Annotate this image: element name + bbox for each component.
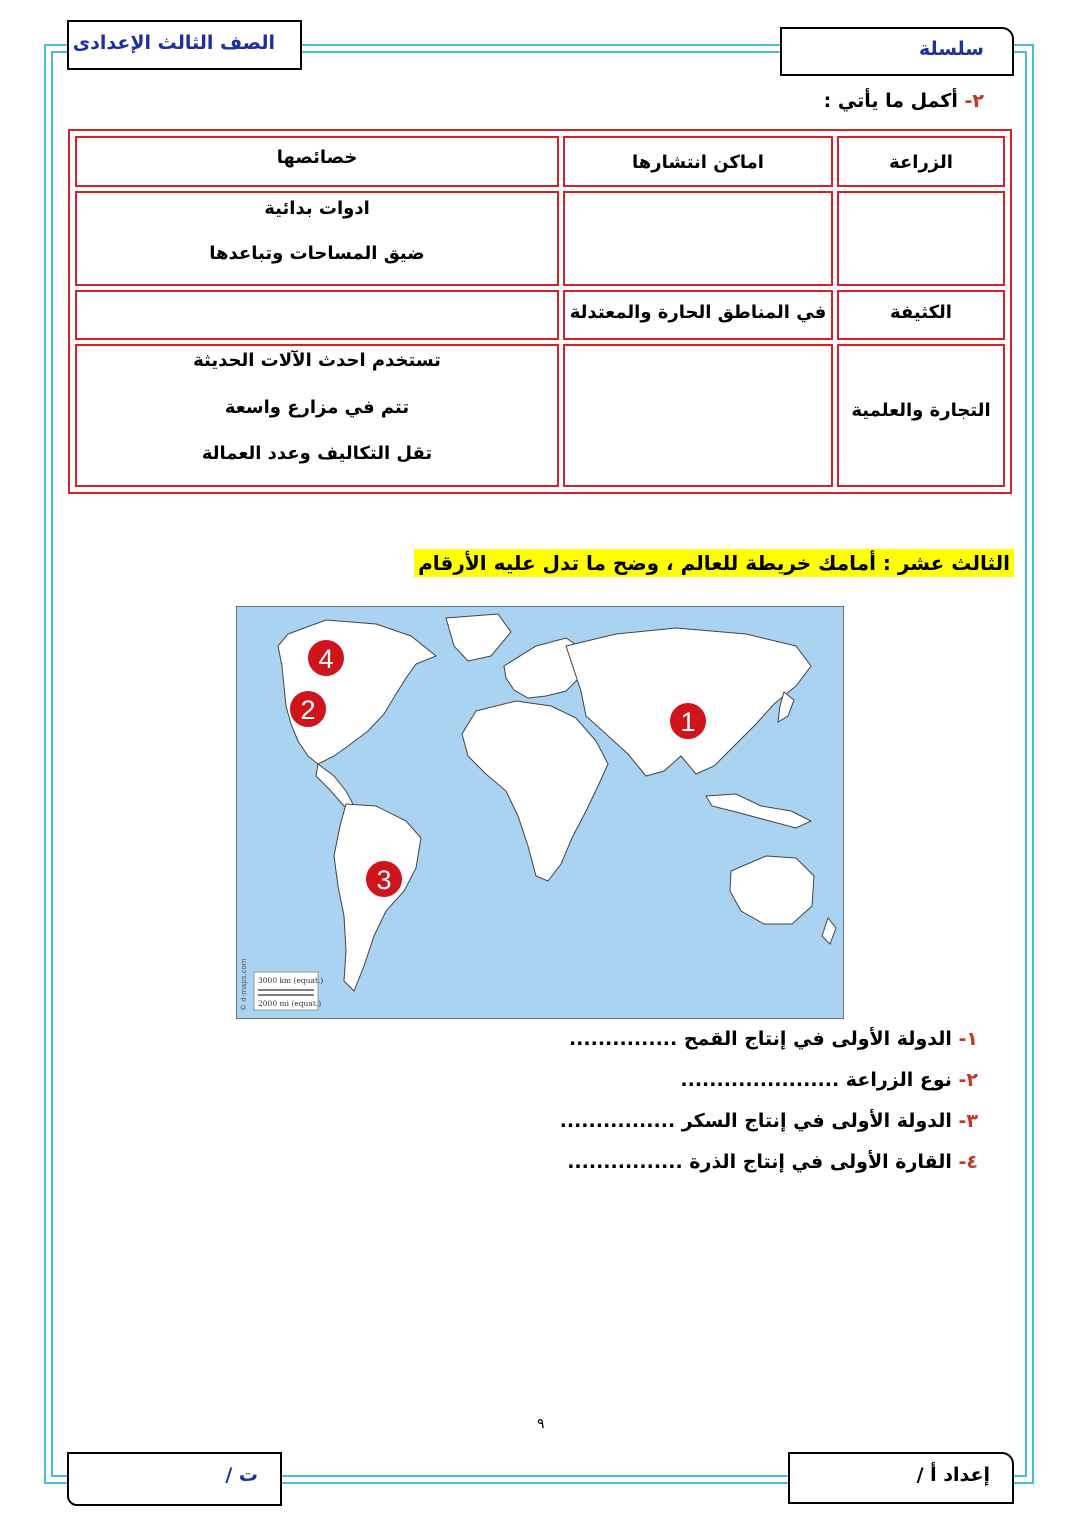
row-3-type-cell <box>837 344 1005 487</box>
header-places-label: اماكن انتشارها <box>632 152 764 173</box>
series-header-box <box>780 27 1014 76</box>
header-type-label: الزراعة <box>889 152 953 173</box>
prepared-by-box[interactable] <box>788 1452 1014 1504</box>
scale-mi-label: 2000 mi (equat.) <box>258 999 322 1008</box>
answer-2-number: ٢- <box>958 1069 978 1091</box>
phone-box[interactable] <box>67 1452 282 1506</box>
marker-2 <box>289 690 327 728</box>
marker-3-label: 3 <box>376 865 392 895</box>
answer-line-3[interactable] <box>560 1110 978 1132</box>
row-3-feature-1: تستخدم احدث الآلات الحديثة <box>193 350 441 371</box>
question-2-number: ٢- <box>964 90 984 112</box>
marker-4 <box>307 639 345 677</box>
marker-1 <box>669 702 707 740</box>
row-1-type-cell[interactable] <box>837 191 1005 286</box>
answer-4-number: ٤- <box>958 1151 978 1173</box>
answer-line-2[interactable] <box>680 1069 978 1091</box>
answer-line-1[interactable] <box>569 1028 978 1050</box>
world-map <box>236 606 844 1019</box>
prepared-by-label: إعداد أ / <box>916 1464 990 1486</box>
header-cell-type <box>837 136 1005 187</box>
series-label: سلسلة <box>918 38 984 60</box>
grade-label: الصف الثالث الإعدادى <box>72 32 275 54</box>
row-1-places-cell[interactable] <box>563 191 833 286</box>
row-3-features-cell <box>75 344 559 487</box>
row-1-feature-2: ضيق المساحات وتباعدها <box>209 243 425 264</box>
row-2-features-cell[interactable] <box>75 290 559 340</box>
row-3-type: التجارة والعلمية <box>851 400 991 421</box>
answer-1-number: ١- <box>958 1028 978 1050</box>
answer-2-text: نوع الزراعة ...................... <box>680 1069 952 1091</box>
header-cell-places <box>563 136 833 187</box>
row-3-feature-3: تقل التكاليف وعدد العمالة <box>201 443 433 464</box>
map-scale <box>254 972 323 1010</box>
marker-3 <box>365 860 403 898</box>
page-number: ٩ <box>537 1416 545 1432</box>
question-2-prompt: أكمل ما يأتي : <box>823 90 958 112</box>
marker-4-label: 4 <box>318 644 334 674</box>
marker-2-label: 2 <box>300 695 316 725</box>
answer-1-text: الدولة الأولى في إنتاج القمح ............... <box>568 1028 952 1050</box>
row-2-places-cell <box>563 290 833 340</box>
row-1-features-cell <box>75 191 559 286</box>
marker-1-label: 1 <box>680 707 696 737</box>
row-1-feature-1: ادوات بدائية <box>264 198 370 219</box>
question-13-title: الثالث عشر : أمامك خريطة للعالم ، وضح ما تدل عليه الأرقام <box>414 549 1014 577</box>
answer-4-text: القارة الأولى في إنتاج الذرة ................ <box>567 1151 952 1173</box>
map-credit: © d-maps.com <box>240 958 248 1011</box>
row-2-type-cell <box>837 290 1005 340</box>
answer-3-number: ٣- <box>958 1110 978 1132</box>
grade-header-box <box>67 20 302 70</box>
scale-km-label: 3000 km (equat.) <box>258 976 324 985</box>
answer-3-text: الدولة الأولى في إنتاج السكر ................ <box>559 1110 952 1132</box>
agriculture-table <box>68 129 1012 494</box>
row-3-feature-2: تتم في مزارع واسعة <box>224 397 410 418</box>
row-2-places: في المناطق الحارة والمعتدلة <box>569 302 827 323</box>
question-2-heading <box>824 90 984 112</box>
row-2-type: الكثيفة <box>890 302 952 323</box>
phone-label: ت / <box>225 1464 258 1486</box>
answer-line-4[interactable] <box>567 1151 978 1173</box>
header-features-label: خصائصها <box>276 147 358 168</box>
header-cell-features <box>75 136 559 187</box>
row-3-places-cell[interactable] <box>563 344 833 487</box>
